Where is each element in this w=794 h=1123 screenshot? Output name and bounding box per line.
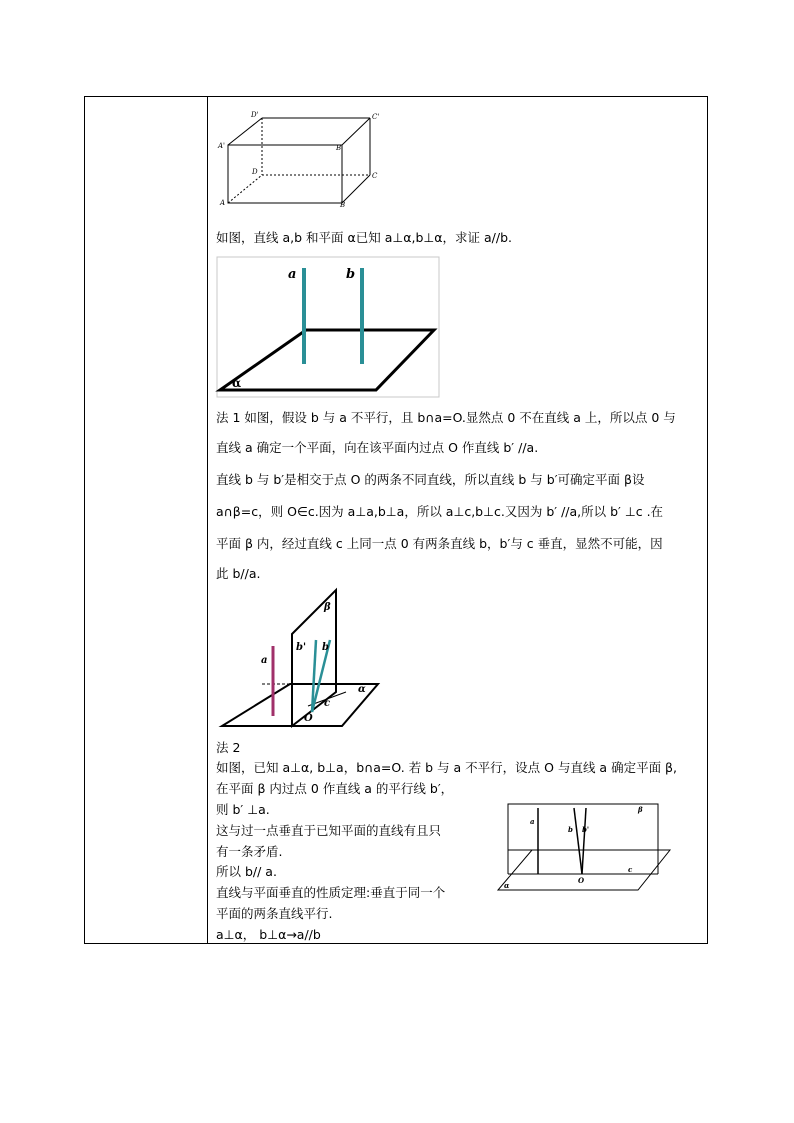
method1-line-2: 直线 a 确定一个平面，向在该平面内过点 O 作直线 b′ //a.: [216, 440, 539, 455]
method1-line-5: 平面 β 内，经过直线 c 上同一点 0 有两条直线 b，b′与 c 垂直，显然不可能，因: [216, 536, 663, 551]
label-beta-m1: β: [324, 602, 331, 613]
line-b-prime-m2: [582, 808, 586, 874]
figure-method1: [218, 588, 380, 728]
label-c-m1: c: [324, 698, 331, 709]
label-a-m2: a: [530, 817, 535, 826]
method1-line-3: 直线 b 与 b′是相交于点 O 的两条不同直线，所以直线 b 与 b′可确定平面 β设: [216, 472, 645, 487]
label-b: b: [346, 267, 356, 282]
method1-line-4: a∩β=c，则 O∈c.因为 a⊥a,b⊥a，所以 a⊥c,b⊥c.又因为 b′ //a,所以 b′ ⊥c .在: [216, 504, 664, 519]
label-alpha-m2: α: [504, 881, 510, 890]
label-alpha: α: [232, 376, 242, 390]
table-column-divider: [207, 97, 208, 943]
method2-line-2: 在平面 β 内过点 0 作直线 a 的平行线 b′，: [216, 781, 454, 796]
label-alpha-m1: α: [358, 684, 366, 695]
label-c-m2: c: [628, 865, 633, 874]
method2-line-8: 平面的两条直线平行.: [216, 906, 333, 921]
label-b-prime-m2: b': [582, 825, 590, 834]
method2-line-3: 则 b′ ⊥a.: [216, 802, 270, 817]
box-label-d: D: [252, 168, 258, 176]
method1-line-1: 法 1 如图，假设 b 与 a 不平行，且 b∩a=O.显然点 0 不在直线 a 上，所以点 0 与: [216, 410, 676, 425]
box-label-a: A: [220, 199, 226, 207]
box-label-c-prime: C': [372, 113, 380, 121]
box-front-face: [228, 145, 342, 203]
method2-title: 法 2: [216, 740, 241, 755]
label-b-m2: b: [568, 825, 573, 834]
figure-method2: [494, 790, 676, 900]
label-b-m1: b: [322, 642, 329, 653]
method2-line-7: 直线与平面垂直的性质定理:垂直于同一个: [216, 885, 446, 900]
label-b-prime-m1: b': [296, 642, 307, 653]
label-beta-m2: β: [638, 805, 643, 814]
method2-line-4: 这与过一点垂直于已知平面的直线有且只: [216, 823, 442, 838]
method2-line-5: 有一条矛盾.: [216, 844, 283, 859]
box-label-b-prime: B': [336, 144, 344, 152]
box-figure: [218, 108, 378, 208]
box-label-d-prime: D': [251, 111, 259, 119]
method2-line-9: a⊥α， b⊥α→a//b: [216, 927, 321, 942]
box-label-c: C: [372, 172, 378, 180]
label-o-m2: O: [578, 876, 585, 885]
label-o-m1: O: [304, 713, 313, 724]
label-a: a: [288, 267, 297, 282]
box-label-b: B: [340, 201, 346, 209]
method1-line-6: 此 b//a.: [216, 566, 261, 581]
method2-line-1: 如图，已知 a⊥α, b⊥a，b∩a=O. 若 b 与 a 不平行，设点 O 与直线 a 确定平面 β,: [216, 760, 677, 775]
figure-ab-perpendicular: [216, 256, 440, 398]
plane-alpha: [220, 330, 434, 390]
box-label-a-prime: A': [218, 142, 225, 150]
problem-statement: 如图，直线 a,b 和平面 α已知 a⊥α,b⊥α，求证 a//b.: [216, 230, 512, 245]
label-a-m1: a: [261, 655, 268, 666]
line-b-m2: [574, 808, 582, 874]
method2-line-6: 所以 b// a.: [216, 864, 277, 879]
